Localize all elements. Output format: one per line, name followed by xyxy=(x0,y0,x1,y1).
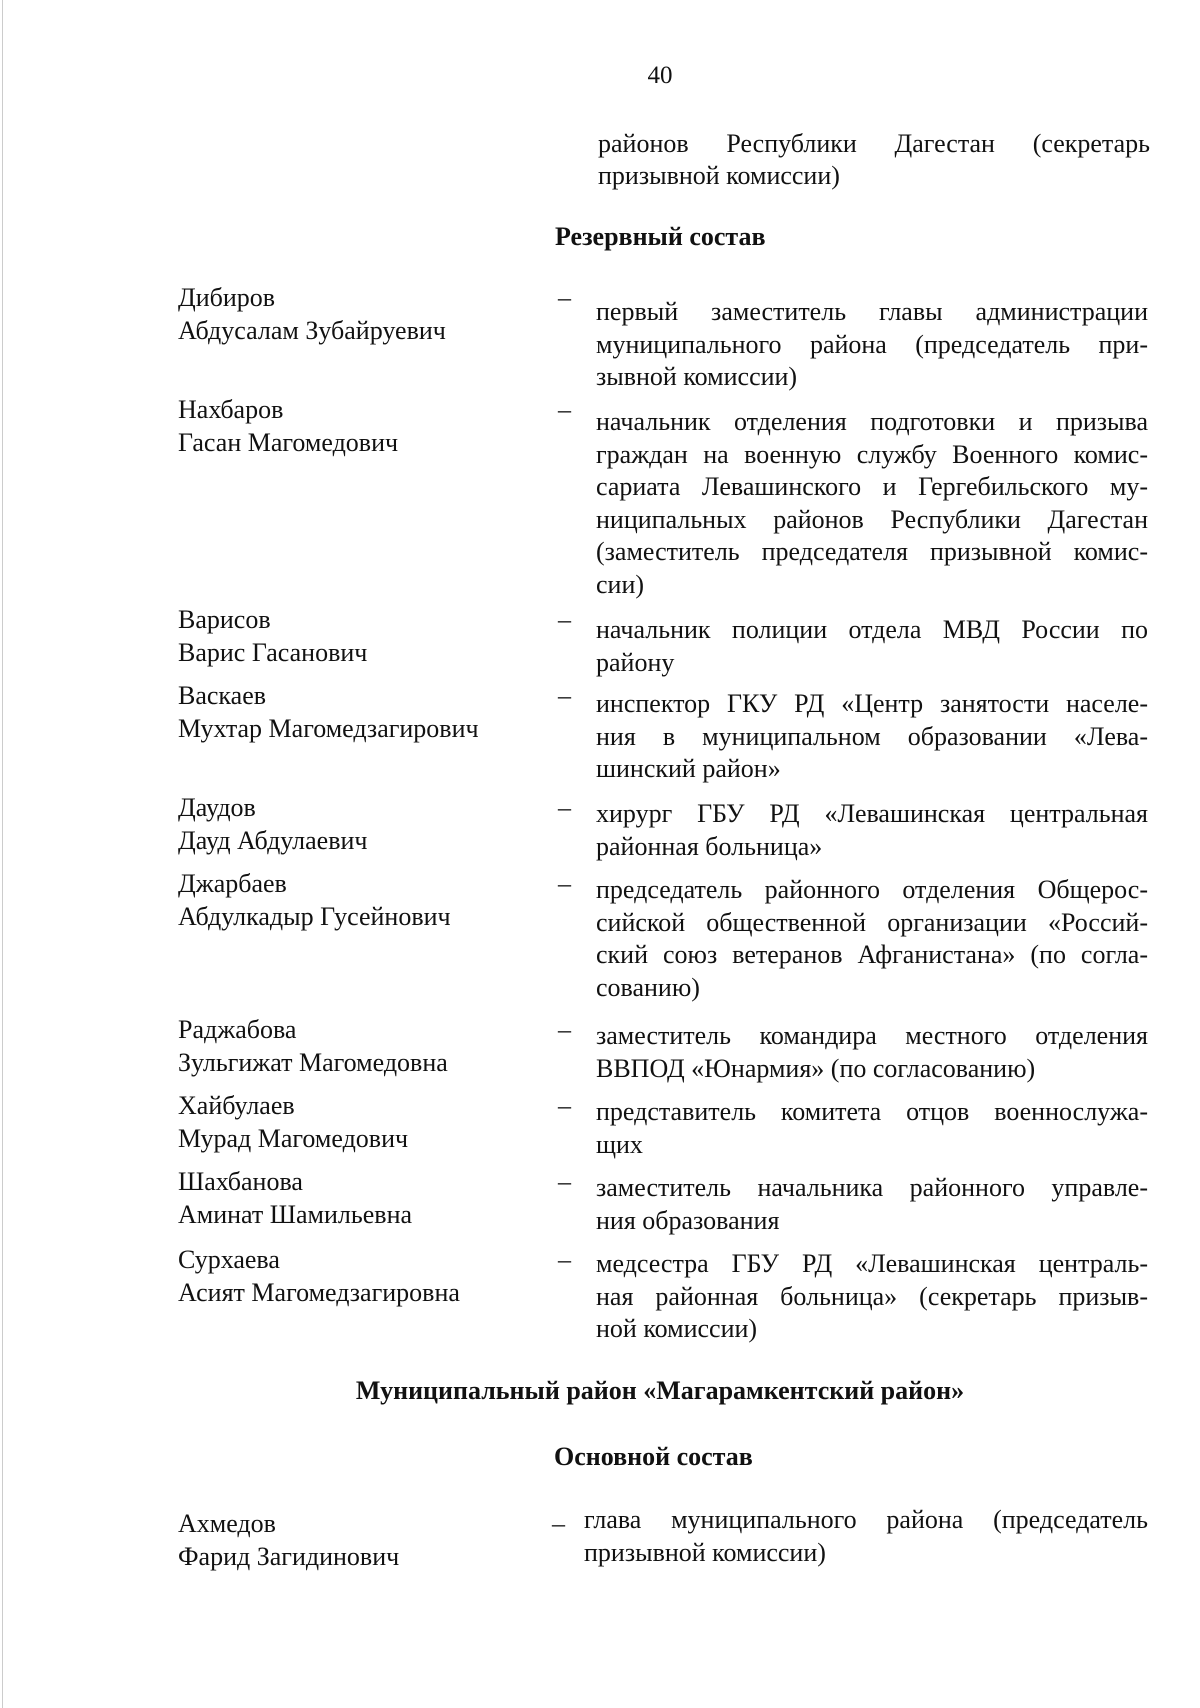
member-name xyxy=(178,868,538,933)
role-line: инспектор ГКУ РД «Центр занятости населе- xyxy=(596,689,1148,718)
member-name xyxy=(178,1166,538,1231)
role-line: глава муниципального района (председатель xyxy=(584,1505,1148,1534)
dash: – xyxy=(558,395,571,424)
dash: – xyxy=(558,681,571,710)
member-surname: Ахмедов xyxy=(178,1509,276,1538)
section-heading-main: Основной состав xyxy=(554,1442,753,1471)
member-surname: Васкаев xyxy=(178,681,267,710)
member-name xyxy=(178,394,538,459)
dash: – xyxy=(558,869,571,898)
role-line: первый заместитель главы администрации xyxy=(596,297,1148,326)
member-role xyxy=(596,688,1148,786)
dash: – xyxy=(558,793,571,822)
member-given-name: Фарид Загидинович xyxy=(178,1541,400,1571)
member-role xyxy=(596,874,1148,1004)
member-surname: Дибиров xyxy=(178,283,276,312)
member-name xyxy=(178,604,538,669)
role-line: ния образования xyxy=(596,1205,780,1235)
member-name xyxy=(178,1014,538,1079)
role-line: (заместитель председателя призывной комис- xyxy=(596,537,1148,566)
role-line: заместитель командира местного отделения xyxy=(596,1021,1148,1050)
role-line: сийской общественной организации «Россий- xyxy=(596,907,1148,937)
member-name xyxy=(178,680,538,745)
member-given-name: Абдусалам Зубайруевич xyxy=(178,315,446,345)
member-given-name: Аминат Шамильевна xyxy=(178,1199,413,1229)
member-name xyxy=(178,282,538,347)
member-role xyxy=(596,406,1148,601)
member-role xyxy=(596,614,1148,679)
member-name xyxy=(178,1090,538,1155)
role-line: шинский район» xyxy=(596,754,781,783)
member-role xyxy=(596,296,1148,394)
scan-edge-line xyxy=(2,0,3,1708)
role-line: муниципального района (председатель при- xyxy=(596,329,1148,359)
member-given-name: Мухтар Магомедзагирович xyxy=(178,713,479,743)
member-role xyxy=(596,1172,1148,1237)
section-heading-reserve: Резервный состав xyxy=(555,222,766,251)
dash: – xyxy=(558,1091,571,1120)
role-line: граждан на военную службу Военного комис- xyxy=(596,439,1148,469)
role-line: сариата Левашинского и Гергебильского му- xyxy=(596,472,1148,501)
dash: – xyxy=(558,605,571,634)
member-name xyxy=(178,1244,538,1309)
role-line: ВВПОД «Юнармия» (по согласованию) xyxy=(596,1053,1036,1083)
role-line: районная больница» xyxy=(596,831,823,861)
member-given-name: Гасан Магомедович xyxy=(178,427,399,457)
role-line: ниципальных районов Республики Дагестан xyxy=(596,504,1148,534)
continuation-text xyxy=(598,128,1150,192)
dash: – xyxy=(558,1015,571,1044)
section-heading-district: Муниципальный район «Магарамкентский район» xyxy=(355,1376,965,1405)
member-surname: Шахбанова xyxy=(178,1167,303,1196)
role-line: медсестра ГБУ РД «Левашинская централь- xyxy=(596,1249,1148,1278)
member-role xyxy=(584,1504,1148,1569)
role-line: зывной комиссии) xyxy=(596,362,798,391)
page-number: 40 xyxy=(647,62,673,89)
member-role xyxy=(596,798,1148,863)
member-role xyxy=(596,1020,1148,1085)
member-surname: Даудов xyxy=(178,793,256,822)
role-line: району xyxy=(596,647,675,677)
role-line: начальник полиции отдела МВД России по xyxy=(596,615,1148,644)
dash: – xyxy=(552,1509,565,1538)
member-role xyxy=(596,1248,1148,1346)
member-surname: Джарбаев xyxy=(178,869,287,898)
member-given-name: Асият Магомедзагировна xyxy=(178,1277,460,1307)
member-surname: Раджабова xyxy=(178,1015,297,1044)
role-line: хирург ГБУ РД «Левашинская центральная xyxy=(596,799,1148,828)
member-given-name: Мурад Магомедович xyxy=(178,1123,409,1153)
continuation-line: районов Республики Дагестан (секретарь xyxy=(598,129,1150,158)
dash: – xyxy=(558,1167,571,1196)
role-line: начальник отделения подготовки и призыва xyxy=(596,407,1148,436)
role-line: заместитель начальника районного управле- xyxy=(596,1173,1148,1202)
role-line: сии) xyxy=(596,569,645,599)
member-given-name: Дауд Абдулаевич xyxy=(178,825,368,855)
role-line: председатель районного отделения Общерос- xyxy=(596,875,1148,904)
member-role xyxy=(596,1096,1148,1161)
member-surname: Нахбаров xyxy=(178,395,284,424)
member-surname: Варисов xyxy=(178,605,271,634)
dash: – xyxy=(558,1245,571,1274)
member-surname: Сурхаева xyxy=(178,1245,280,1274)
member-given-name: Абдулкадыр Гусейнович xyxy=(178,901,451,931)
member-name xyxy=(178,1508,538,1573)
dash: – xyxy=(558,283,571,312)
member-given-name: Варис Гасанович xyxy=(178,637,368,667)
role-line: ная районная больница» (секретарь призыв- xyxy=(596,1281,1148,1311)
member-name xyxy=(178,792,538,857)
role-line: представитель комитета отцов военнослужа- xyxy=(596,1097,1148,1126)
member-surname: Хайбулаев xyxy=(178,1091,295,1120)
role-line: щих xyxy=(596,1129,643,1159)
continuation-line: призывной комиссии) xyxy=(598,161,840,190)
role-line: сованию) xyxy=(596,972,700,1002)
role-line: ния в муниципальном образовании «Лева- xyxy=(596,721,1148,751)
role-line: призывной комиссии) xyxy=(584,1537,826,1567)
member-given-name: Зульгижат Магомедовна xyxy=(178,1047,448,1077)
role-line: ский союз ветеранов Афганистана» (по согла- xyxy=(596,940,1148,969)
role-line: ной комиссии) xyxy=(596,1314,758,1343)
